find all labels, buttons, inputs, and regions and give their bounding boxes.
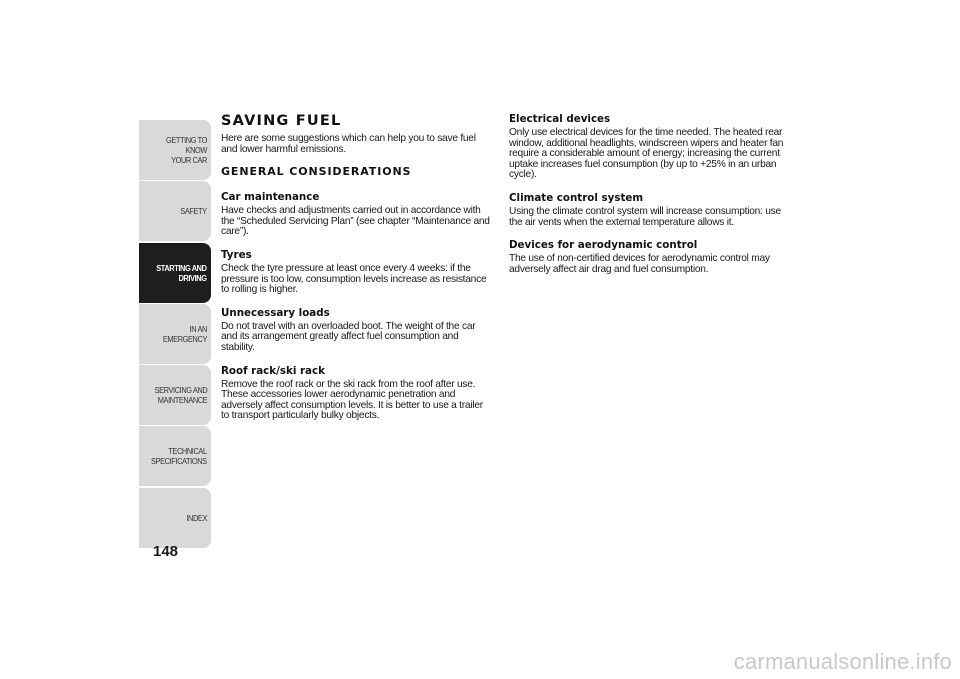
paragraph-unnecessary-loads: Do not travel with an overloaded boot. The weight of the car and its arrangement greatly affect fuel consumption and stability. [221,320,476,353]
paragraph-roof-rack: Remove the roof rack or the ski rack from the roof after use. These accessories lower aerodynamic penetration and adversely affect consumption levels. It is better to use a trailer to transport particularly bulky objects. [221,378,483,422]
paragraph-aerodynamic-control: The use of non-certified devices for aerodynamic control may adversely affect air drag and fuel consumption. [509,253,770,275]
tab-index[interactable] [139,488,211,548]
tab-starting-and-driving[interactable] [139,243,211,303]
tab-label: TECHNICAL SPECIFICATIONS [151,446,207,467]
page-title: SAVING FUEL [221,113,342,129]
subheading-aerodynamic-control: Devices for aerodynamic control [509,239,698,252]
tab-label: SAFETY [180,206,207,217]
chapter-tabs [139,120,211,549]
tab-technical-specifications[interactable] [139,426,211,486]
tab-servicing-and-maintenance[interactable] [139,365,211,425]
right-column [509,112,791,275]
tab-safety[interactable] [139,181,211,241]
watermark: carmanualsonline.info [733,649,952,674]
subheading-climate-control: Climate control system [509,191,644,204]
page-number: 148 [153,543,179,560]
tab-label: STARTING AND DRIVING [156,262,207,283]
subheading-car-maintenance: Car maintenance [221,191,320,204]
paragraph-tyres: Check the tyre pressure at least once every 4 weeks: if the pressure is too low, consumption levels increase as resistance to rolling is higher. [221,262,487,296]
paragraph-electrical-devices: Only use electrical devices for the time needed. The heated rear window, additional headlights, windscreen wipers and heater fan require a considerable amount of energy; increasing the current uptake increases fuel consumption (by up to +25% in an urban cycle). [509,127,784,181]
tab-label: IN AN EMERGENCY [162,323,207,344]
tab-label: INDEX [186,512,207,523]
tab-getting-to-know-your-car[interactable] [139,120,211,180]
intro-text: Here are some suggestions which can help you to save fuel and lower harmful emissions. [221,133,476,155]
tab-label: SERVICING AND MAINTENANCE [154,385,207,406]
subheading-roof-rack: Roof rack/ski rack [221,364,325,377]
subheading-tyres: Tyres [221,248,252,261]
left-column [221,110,493,422]
subheading-unnecessary-loads: Unnecessary loads [221,306,330,319]
section-heading: GENERAL CONSIDERATIONS [221,165,412,179]
subheading-electrical-devices: Electrical devices [509,113,611,125]
tab-label: GETTING TO KNOW YOUR CAR [165,135,207,165]
paragraph-climate-control: Using the climate control system will increase consumption: use the air vents when the external temperature allows it. [509,205,781,228]
tab-in-an-emergency[interactable] [139,304,211,364]
paragraph-car-maintenance: Have checks and adjustments carried out in accordance with the “Scheduled Servicing Plan” (see chapter “Maintenance and care”). [221,205,490,238]
